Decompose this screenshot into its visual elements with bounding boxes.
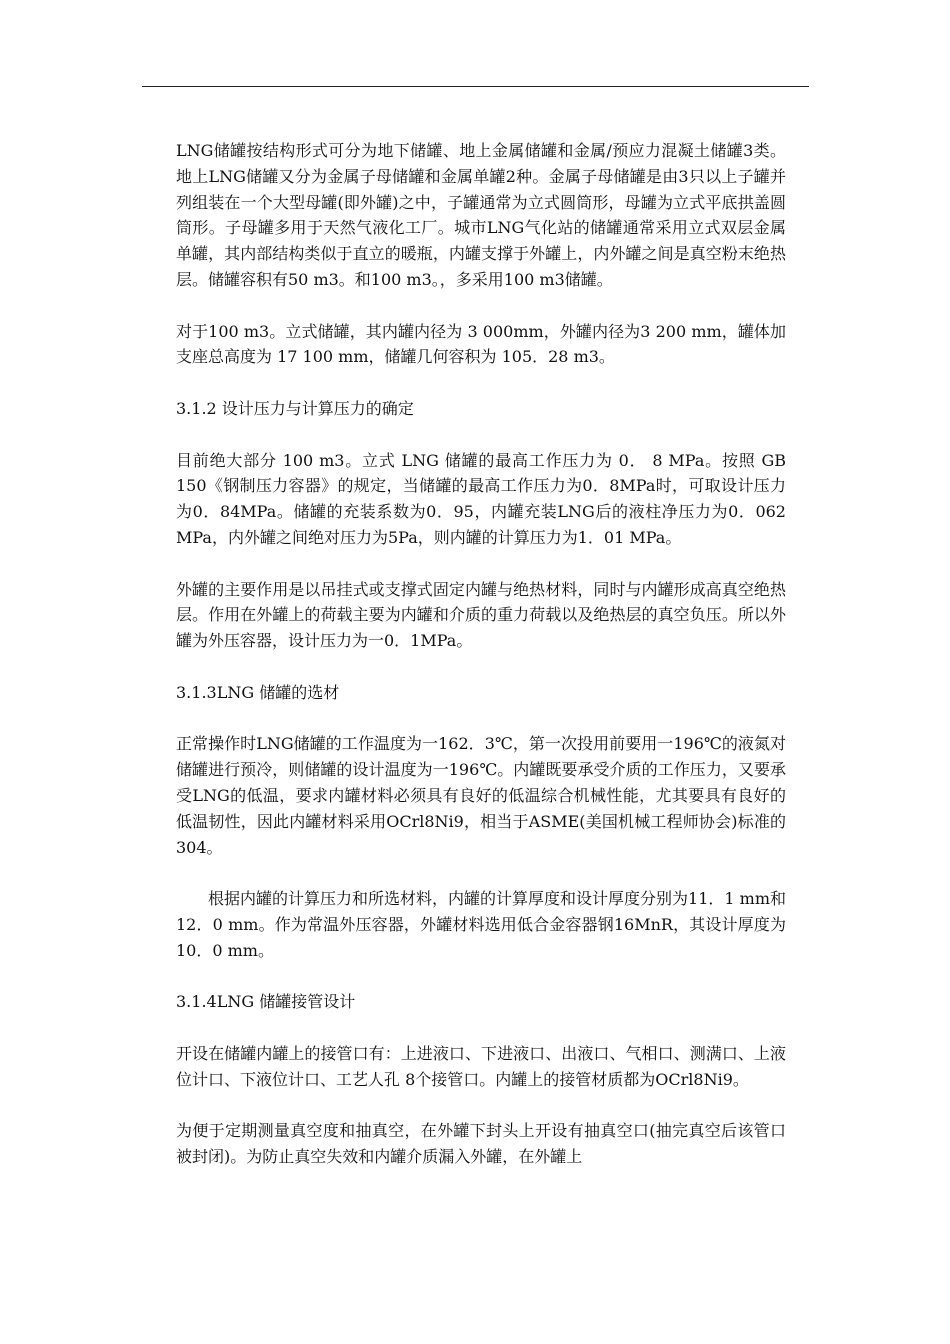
section-heading-3-1-4: 3.1.4LNG 储罐接管设计 bbox=[176, 992, 356, 1012]
paragraph-storage-types: LNG储罐按结构形式可分为地下储罐、地上金属储罐和金属/预应力混凝土储罐3类。地上LNG储罐又分为金属子母储罐和金属单罐2种。金属子母储罐是由3只以上子罐并列组装在一个大型母罐(即外罐)之中，子罐通常为立式圆筒形，母罐为立式平底拱盖圆筒形。子母罐多用于天然气液化工厂。城市LNG气化站的储罐通常采用立式双层金属单罐，其内部结构类似于直立的暖瓶，内罐支撑于外罐上，内外罐之间是真空粉末绝热层。储罐容积有50 m3。和100 m3。，多采用100 m3储罐。 bbox=[176, 141, 786, 289]
document-body bbox=[176, 138, 786, 1196]
paragraph-nozzles: 开设在储罐内罐上的接管口有：上进液口、下进液口、出液口、气相口、测满口、上液位计口、下液位计口、工艺人孔 8个接管口。内罐上的接管材质都为OCrl8Ni9。 bbox=[176, 1043, 786, 1089]
paragraph-tank-dimensions: 对于100 m3。立式储罐，其内罐内径为 3 000mm，外罐内径为3 200 mm，罐体加支座总高度为 17 100 mm，储罐几何容积为 105．28 m3。 bbox=[176, 321, 786, 367]
section-heading-3-1-3: 3.1.3LNG 储罐的选材 bbox=[176, 682, 340, 702]
paragraph-design-pressure: 目前绝大部分 100 m3。立式 LNG 储罐的最高工作压力为 0． 8 MPa。按照 GB 150《钢制压力容器》的规定，当储罐的最高工作压力为0．8MPa时，可取设计压力为0．84MPa。储罐的充装系数为0．95，内罐充装LNG后的液柱净压力为0．062 MPa，内外罐之间绝对压力为5Pa，则内罐的计算压力为1．01 MPa。 bbox=[176, 450, 786, 547]
paragraph-outer-tank: 外罐的主要作用是以吊挂式或支撑式固定内罐与绝热材料，同时与内罐形成高真空绝热层。作用在外罐上的荷载主要为内罐和介质的重力荷载以及绝热层的真空负压。所以外罐为外压容器，设计压力为一0．1MPa。 bbox=[176, 579, 786, 651]
paragraph-material-selection: 正常操作时LNG储罐的工作温度为一162．3℃，第一次投用前要用一196℃的液氮对储罐进行预冷，则储罐的设计温度为一196℃。内罐既要承受介质的工作压力，又要承受LNG的低温，要求内罐材料必须具有良好的低温综合机械性能，尤其要具有良好的低温韧性，因此内罐材料采用OCrl8Ni9，相当于ASME(美国机械工程师协会)标准的304。 bbox=[176, 734, 786, 857]
paragraph-thickness: 根据内罐的计算压力和所选材料，内罐的计算厚度和设计厚度分别为11．1 mm和12．0 mm。作为常温外压容器，外罐材料选用低合金容器钢16MnR，其设计厚度为10．0 mm。 bbox=[176, 889, 786, 960]
section-heading-3-1-2: 3.1.2 设计压力与计算压力的确定 bbox=[176, 398, 414, 418]
header-rule bbox=[142, 86, 809, 87]
paragraph-vacuum-port: 为便于定期测量真空度和抽真空，在外罐下封头上开设有抽真空口(抽完真空后该管口被封闭)。为防止真空失效和内罐介质漏入外罐，在外罐上 bbox=[176, 1121, 786, 1167]
